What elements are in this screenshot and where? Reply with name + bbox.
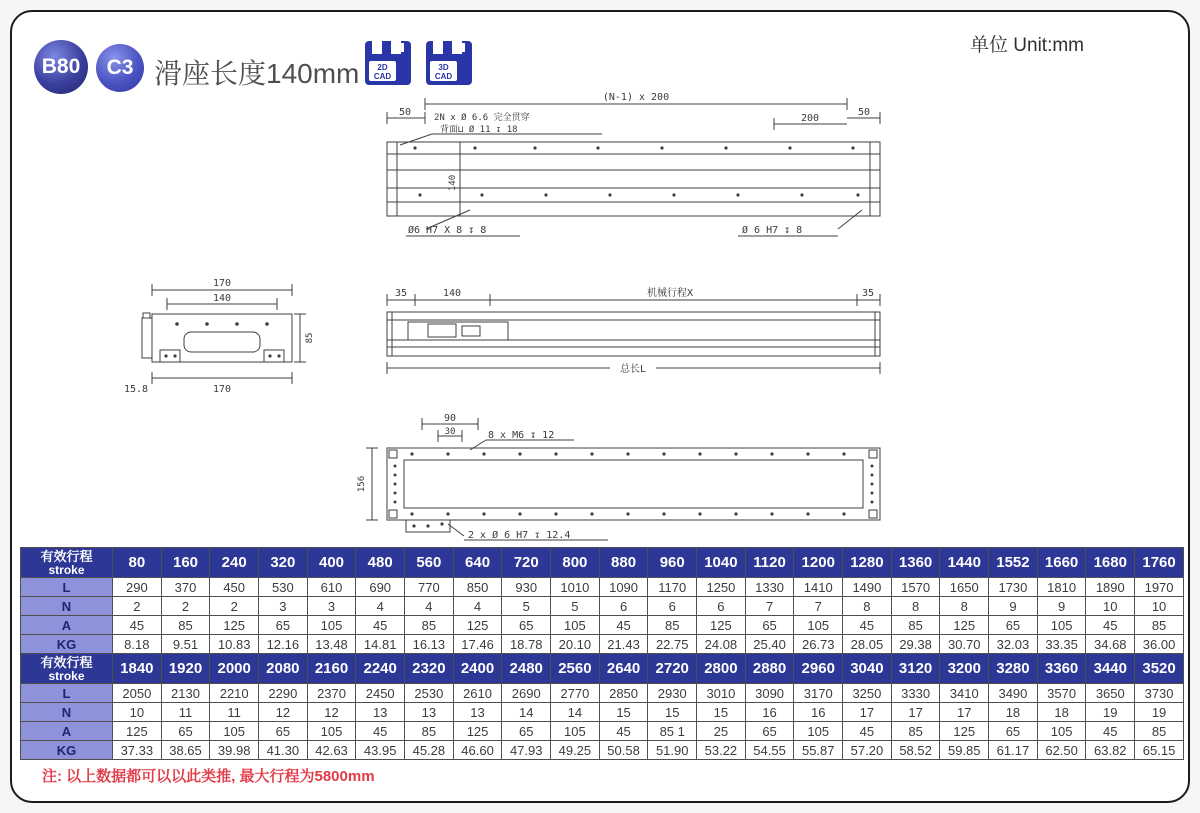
table-cell: 1810 [1037, 578, 1086, 597]
table-cell: 7 [794, 597, 843, 616]
table-cell: 400 [307, 548, 356, 578]
table-cell: 45 [843, 722, 892, 741]
dim-50-left-label: 50 [398, 107, 412, 118]
table-cell: 21.43 [599, 635, 648, 654]
table-cell: 160 [161, 548, 210, 578]
table-cell: 2690 [502, 684, 551, 703]
table-cell: 6 [648, 597, 697, 616]
table-cell: 125 [940, 616, 989, 635]
table-cell: 13.48 [307, 635, 356, 654]
table-cell: 49.25 [551, 741, 600, 760]
table-cell: 3650 [1086, 684, 1135, 703]
table-cell: 13 [356, 703, 405, 722]
table-cell: 850 [453, 578, 502, 597]
row-label-N: N [21, 597, 113, 616]
table-cell: 1090 [599, 578, 648, 597]
dim-35-left-label: 35 [394, 288, 408, 299]
table-cell: 36.00 [1135, 635, 1184, 654]
table-cell: 5 [551, 597, 600, 616]
table-cell: 18 [989, 703, 1038, 722]
table-cell: 57.20 [843, 741, 892, 760]
table-cell: 18 [1037, 703, 1086, 722]
table-cell: 1280 [843, 548, 892, 578]
type-badge: C3 [96, 44, 144, 92]
total-length-label: 总长L [619, 364, 647, 375]
table-cell: 480 [356, 548, 405, 578]
table-cell: 2960 [794, 654, 843, 684]
dim-140-label: 140 [212, 293, 232, 304]
table-cell: 18.78 [502, 635, 551, 654]
table-cell: 2 [113, 597, 162, 616]
table-cell: 1360 [891, 548, 940, 578]
table-cell: 85 [161, 616, 210, 635]
table-cell: 640 [453, 548, 502, 578]
table-cell: 85 1 [648, 722, 697, 741]
row-A-2 [21, 722, 1184, 741]
icon-notch [452, 41, 462, 54]
table-cell: 2480 [502, 654, 551, 684]
table-cell: 2240 [356, 654, 405, 684]
table-cell: 8.18 [113, 635, 162, 654]
table-cell: 3360 [1037, 654, 1086, 684]
table-cell: 960 [648, 548, 697, 578]
stroke-header-row-1 [21, 548, 1184, 578]
page-title: 滑座长度140mm [154, 58, 360, 89]
table-cell: 2 [161, 597, 210, 616]
table-cell: 125 [697, 616, 746, 635]
table-cell: 3200 [940, 654, 989, 684]
table-cell: 3330 [891, 684, 940, 703]
front-view-drawing [370, 88, 885, 240]
side-view-drawing [370, 284, 885, 379]
table-cell: 17 [891, 703, 940, 722]
table-cell: 105 [794, 722, 843, 741]
dim-30-label: 30 [444, 427, 456, 437]
table-cell: 1440 [940, 548, 989, 578]
row-label-L: L [21, 684, 113, 703]
table-cell: 9 [1037, 597, 1086, 616]
table-cell: 11 [210, 703, 259, 722]
icon-bar [462, 43, 465, 52]
table-cell: 125 [453, 722, 502, 741]
table-cell: 105 [210, 722, 259, 741]
table-cell: 105 [794, 616, 843, 635]
table-cell: 105 [1037, 722, 1086, 741]
table-cell: 2130 [161, 684, 210, 703]
table-cell: 51.90 [648, 741, 697, 760]
table-cell: 105 [1037, 616, 1086, 635]
table-cell: 20.10 [551, 635, 600, 654]
row-label-A: A [21, 616, 113, 635]
table-cell: 4 [405, 597, 454, 616]
table-cell: 85 [891, 722, 940, 741]
row-L-2 [21, 684, 1184, 703]
cad-2d-download-icon[interactable] [365, 41, 411, 85]
table-cell: 16 [745, 703, 794, 722]
datasheet-page [10, 10, 1190, 803]
table-cell: 63.82 [1086, 741, 1135, 760]
table-cell: 2610 [453, 684, 502, 703]
table-cell: 125 [940, 722, 989, 741]
table-cell: 45 [1086, 722, 1135, 741]
table-cell: 45 [599, 616, 648, 635]
table-cell: 450 [210, 578, 259, 597]
table-cell: 29.38 [891, 635, 940, 654]
table-cell: 42.63 [307, 741, 356, 760]
callout-left-label: Ø6 H7 X 8 ↧ 8 [408, 225, 487, 236]
table-cell: 65 [502, 616, 551, 635]
table-cell: 45 [356, 722, 405, 741]
table-cell: 45 [1086, 616, 1135, 635]
table-cell: 2800 [697, 654, 746, 684]
table-cell: 1010 [551, 578, 600, 597]
dim-90-label: 90 [443, 413, 457, 424]
row-label-KG: KG [21, 741, 113, 760]
table-cell: 8 [940, 597, 989, 616]
table-cell: 240 [210, 548, 259, 578]
table-cell: 15 [697, 703, 746, 722]
table-cell: 2370 [307, 684, 356, 703]
table-cell: 3090 [745, 684, 794, 703]
table-cell: 45 [843, 616, 892, 635]
table-cell: 45 [356, 616, 405, 635]
table-cell: 1170 [648, 578, 697, 597]
table-cell: 880 [599, 548, 648, 578]
table-cell: 3280 [989, 654, 1038, 684]
table-cell: 32.03 [989, 635, 1038, 654]
table-cell: 1330 [745, 578, 794, 597]
hole-note-line2: 背面⊔ Ø 11 ↧ 18 [440, 125, 518, 135]
stroke-header-row-2 [21, 654, 1184, 684]
table-cell: 45.28 [405, 741, 454, 760]
dim-170-bottom-label: 170 [212, 384, 232, 395]
row-label-KG: KG [21, 635, 113, 654]
dim-35-right-label: 35 [861, 288, 875, 299]
table-cell: 290 [113, 578, 162, 597]
table-cell: 1840 [113, 654, 162, 684]
table-cell: 85 [405, 616, 454, 635]
table-cell: 59.85 [940, 741, 989, 760]
table-cell: 50.58 [599, 741, 648, 760]
icon-bar [401, 43, 404, 52]
pin-callout-label: 2 x Ø 6 H7 ↧ 12.4 [468, 530, 571, 541]
table-cell: 3730 [1135, 684, 1184, 703]
table-cell: 2880 [745, 654, 794, 684]
table-cell: 3 [259, 597, 308, 616]
dim-140-label: 140 [448, 174, 458, 192]
table-cell: 125 [210, 616, 259, 635]
top-view-drawing [350, 412, 885, 544]
table-cell: 13 [405, 703, 454, 722]
table-cell: 2640 [599, 654, 648, 684]
table-cell: 10 [113, 703, 162, 722]
table-cell: 2450 [356, 684, 405, 703]
table-cell: 2770 [551, 684, 600, 703]
row-label-N: N [21, 703, 113, 722]
table-cell: 34.68 [1086, 635, 1135, 654]
table-cell: 14 [502, 703, 551, 722]
table-cell: 61.17 [989, 741, 1038, 760]
dim-85-label: 85 [305, 332, 315, 344]
table-cell: 4 [356, 597, 405, 616]
table-cell: 3490 [989, 684, 1038, 703]
cad-3d-label: 3D CAD [430, 61, 457, 81]
table-cell: 1490 [843, 578, 892, 597]
table-cell: 65 [745, 616, 794, 635]
icon-notch [433, 41, 443, 54]
table-cell: 6 [697, 597, 746, 616]
table-cell: 125 [453, 616, 502, 635]
dim-50-right-label: 50 [857, 107, 871, 118]
table-cell: 2000 [210, 654, 259, 684]
table-cell: 33.35 [1037, 635, 1086, 654]
row-N-1 [21, 597, 1184, 616]
table-cell: 58.52 [891, 741, 940, 760]
max-stroke-note: 注: 以上数据都可以以此类推, 最大行程为5800mm [42, 768, 375, 785]
table-cell: 1650 [940, 578, 989, 597]
table-cell: 930 [502, 578, 551, 597]
table-cell: 12 [307, 703, 356, 722]
table-cell: 2210 [210, 684, 259, 703]
table-cell: 15 [599, 703, 648, 722]
table-cell: 770 [405, 578, 454, 597]
table-cell: 1120 [745, 548, 794, 578]
table-cell: 65 [161, 722, 210, 741]
table-cell: 62.50 [1037, 741, 1086, 760]
table-cell: 2400 [453, 654, 502, 684]
table-cell: 2050 [113, 684, 162, 703]
table-cell: 80 [113, 548, 162, 578]
table-cell: 46.60 [453, 741, 502, 760]
table-cell: 11 [161, 703, 210, 722]
table-cell: 370 [161, 578, 210, 597]
dim-pitch-label: (N-1) x 200 [602, 92, 670, 103]
table-cell: 65.15 [1135, 741, 1184, 760]
table-cell: 17 [843, 703, 892, 722]
table-cell: 530 [259, 578, 308, 597]
table-cell: 43.95 [356, 741, 405, 760]
table-cell: 26.73 [794, 635, 843, 654]
table-cell: 690 [356, 578, 405, 597]
row-N-2 [21, 703, 1184, 722]
icon-notch [391, 41, 401, 54]
table-cell: 4 [453, 597, 502, 616]
table-cell: 65 [989, 722, 1038, 741]
table-cell: 12 [259, 703, 308, 722]
table-cell: 2290 [259, 684, 308, 703]
callout-right-label: Ø 6 H7 ↧ 8 [742, 225, 803, 236]
table-cell: 6 [599, 597, 648, 616]
table-cell: 85 [1135, 722, 1184, 741]
table-cell: 1680 [1086, 548, 1135, 578]
row-A-1 [21, 616, 1184, 635]
table-cell: 12.16 [259, 635, 308, 654]
table-cell: 2530 [405, 684, 454, 703]
unit-label: 单位 Unit:mm [970, 35, 1085, 56]
table-cell: 1660 [1037, 548, 1086, 578]
table-cell: 85 [1135, 616, 1184, 635]
table-cell: 41.30 [259, 741, 308, 760]
table-cell: 8 [891, 597, 940, 616]
table-cell: 45 [113, 616, 162, 635]
table-cell: 65 [502, 722, 551, 741]
table-cell: 2160 [307, 654, 356, 684]
spec-table [20, 547, 1184, 760]
table-cell: 3 [307, 597, 356, 616]
row-KG-1 [21, 635, 1184, 654]
table-cell: 8 [843, 597, 892, 616]
stroke-header-label: 有效行程 stroke [21, 654, 113, 684]
table-cell: 720 [502, 548, 551, 578]
table-cell: 2850 [599, 684, 648, 703]
dim-156-label: 156 [357, 475, 367, 493]
row-KG-2 [21, 741, 1184, 760]
table-cell: 3040 [843, 654, 892, 684]
table-cell: 7 [745, 597, 794, 616]
mechanical-stroke-label: 机械行程X [646, 288, 694, 299]
cad-3d-download-icon[interactable] [426, 41, 472, 85]
table-cell: 105 [307, 616, 356, 635]
table-cell: 14.81 [356, 635, 405, 654]
table-cell: 15 [648, 703, 697, 722]
table-cell: 3120 [891, 654, 940, 684]
table-cell: 45 [599, 722, 648, 741]
table-cell: 53.22 [697, 741, 746, 760]
table-cell: 3570 [1037, 684, 1086, 703]
table-cell: 2 [210, 597, 259, 616]
row-L-1 [21, 578, 1184, 597]
screw-callout-label: 8 x M6 ↧ 12 [488, 430, 555, 441]
table-cell: 85 [648, 616, 697, 635]
table-cell: 39.98 [210, 741, 259, 760]
table-cell: 54.55 [745, 741, 794, 760]
table-cell: 10.83 [210, 635, 259, 654]
table-cell: 14 [551, 703, 600, 722]
table-cell: 47.93 [502, 741, 551, 760]
table-cell: 65 [745, 722, 794, 741]
table-cell: 3170 [794, 684, 843, 703]
table-cell: 1410 [794, 578, 843, 597]
table-cell: 85 [405, 722, 454, 741]
dim-15-8-label: 15.8 [124, 384, 149, 395]
icon-notch [372, 41, 382, 54]
table-cell: 1250 [697, 578, 746, 597]
table-cell: 105 [307, 722, 356, 741]
table-cell: 5 [502, 597, 551, 616]
stroke-header-label: 有效行程 stroke [21, 548, 113, 578]
table-cell: 25.40 [745, 635, 794, 654]
hole-note-line1: 2N x Ø 6.6 完全贯穿 [434, 113, 530, 123]
table-cell: 105 [551, 616, 600, 635]
table-cell: 1920 [161, 654, 210, 684]
table-cell: 37.33 [113, 741, 162, 760]
table-cell: 3250 [843, 684, 892, 703]
table-cell: 125 [113, 722, 162, 741]
cross-section-drawing [122, 274, 322, 404]
table-cell: 1570 [891, 578, 940, 597]
table-cell: 10 [1135, 597, 1184, 616]
table-cell: 19 [1086, 703, 1135, 722]
table-cell: 1890 [1086, 578, 1135, 597]
table-cell: 17 [940, 703, 989, 722]
table-cell: 28.05 [843, 635, 892, 654]
table-cell: 2320 [405, 654, 454, 684]
table-cell: 9 [989, 597, 1038, 616]
table-cell: 30.70 [940, 635, 989, 654]
table-cell: 560 [405, 548, 454, 578]
table-cell: 1730 [989, 578, 1038, 597]
table-cell: 610 [307, 578, 356, 597]
table-cell: 9.51 [161, 635, 210, 654]
cad-2d-label: 2D CAD [369, 61, 396, 81]
table-cell: 24.08 [697, 635, 746, 654]
table-cell: 1200 [794, 548, 843, 578]
table-cell: 17.46 [453, 635, 502, 654]
table-cell: 3010 [697, 684, 746, 703]
row-label-L: L [21, 578, 113, 597]
table-cell: 13 [453, 703, 502, 722]
table-cell: 2080 [259, 654, 308, 684]
model-badge: B80 [34, 40, 88, 94]
dim-140-label: 140 [442, 288, 462, 299]
table-cell: 1970 [1135, 578, 1184, 597]
table-cell: 3440 [1086, 654, 1135, 684]
table-cell: 3520 [1135, 654, 1184, 684]
table-cell: 25 [697, 722, 746, 741]
table-cell: 3410 [940, 684, 989, 703]
table-cell: 2560 [551, 654, 600, 684]
table-cell: 65 [989, 616, 1038, 635]
table-cell: 2720 [648, 654, 697, 684]
table-cell: 10 [1086, 597, 1135, 616]
table-cell: 65 [259, 722, 308, 741]
table-cell: 1552 [989, 548, 1038, 578]
dim-170-top-label: 170 [212, 278, 232, 289]
table-cell: 1760 [1135, 548, 1184, 578]
table-cell: 55.87 [794, 741, 843, 760]
row-label-A: A [21, 722, 113, 741]
table-cell: 105 [551, 722, 600, 741]
table-cell: 16 [794, 703, 843, 722]
table-cell: 65 [259, 616, 308, 635]
table-cell: 85 [891, 616, 940, 635]
table-cell: 800 [551, 548, 600, 578]
dim-200-label: 200 [800, 113, 820, 124]
table-cell: 1040 [697, 548, 746, 578]
table-cell: 38.65 [161, 741, 210, 760]
table-cell: 22.75 [648, 635, 697, 654]
table-cell: 16.13 [405, 635, 454, 654]
table-cell: 2930 [648, 684, 697, 703]
table-cell: 320 [259, 548, 308, 578]
table-cell: 19 [1135, 703, 1184, 722]
